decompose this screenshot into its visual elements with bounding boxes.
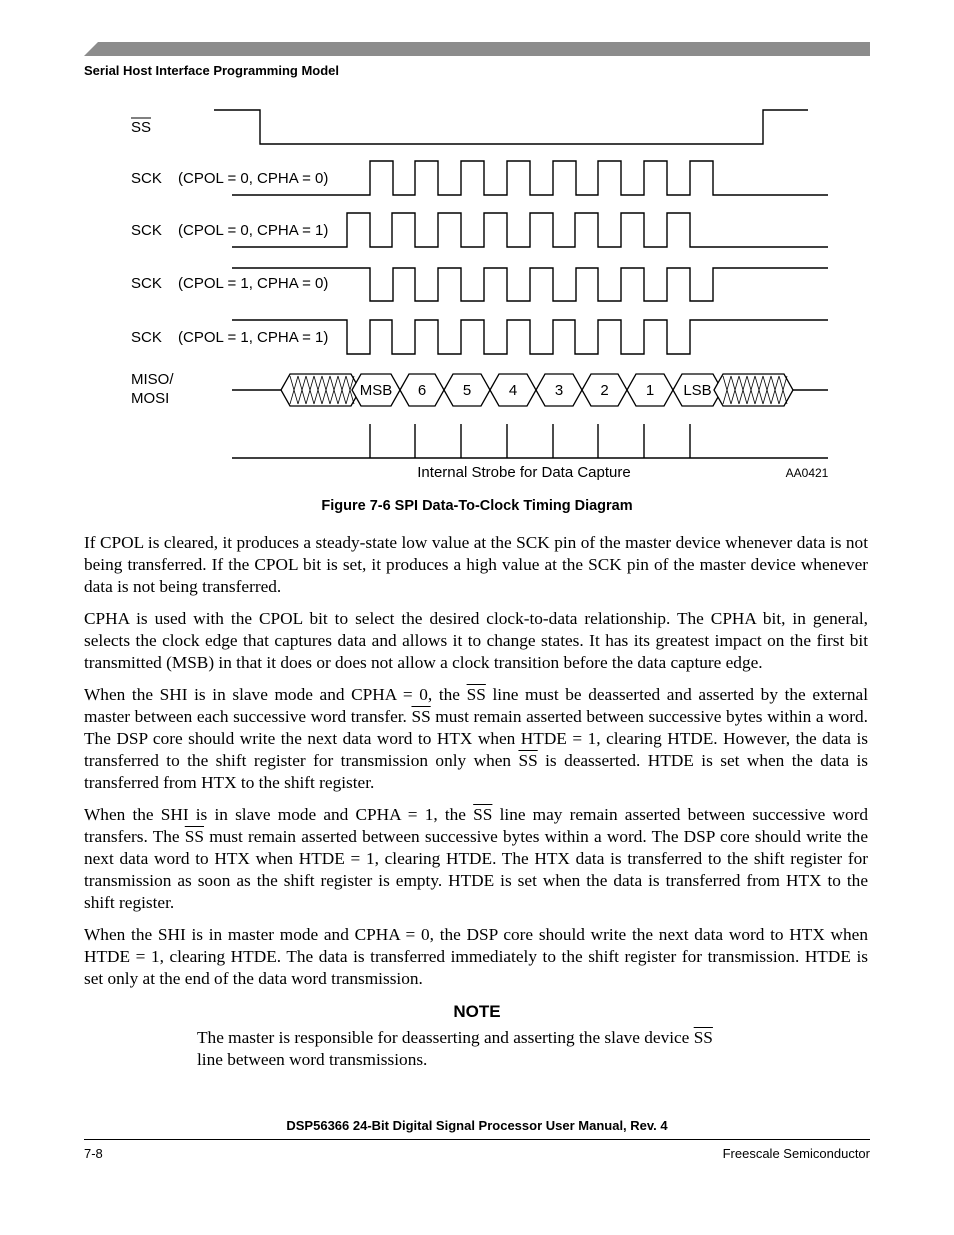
figure-id: AA0421 bbox=[785, 466, 829, 480]
bus-bit-label: MSB bbox=[359, 382, 393, 399]
company-name: Freescale Semiconductor bbox=[722, 1146, 870, 1161]
figure-caption: Figure 7-6 SPI Data-To-Clock Timing Diagram bbox=[321, 498, 633, 514]
sck-mode-label-01: (CPOL = 0, CPHA = 1) bbox=[178, 222, 329, 239]
strobe-label: Internal Strobe for Data Capture bbox=[417, 464, 631, 481]
sck-label-4: SCK bbox=[131, 329, 162, 346]
footer-manual-title: DSP56366 24-Bit Digital Signal Processor User Manual, Rev. 4 bbox=[286, 1118, 668, 1133]
bus-dont-care-left bbox=[281, 374, 360, 406]
ss-overline-text: $\overline{SS}$ bbox=[184, 827, 205, 846]
sck-mode-label-00: (CPOL = 0, CPHA = 0) bbox=[178, 170, 329, 187]
ss-label: SS bbox=[131, 119, 152, 136]
sck-label-1: SCK bbox=[131, 170, 162, 187]
bus-dont-care-right bbox=[714, 374, 793, 406]
mosi-label: MOSI bbox=[131, 390, 170, 407]
section-title: Serial Host Interface Programming Model bbox=[84, 63, 340, 78]
miso-mosi-bus bbox=[232, 374, 828, 406]
paragraph-cpol: If CPOL is cleared, it produces a steady-state low value at the SCK pin of the master device whenever data is not being transferred. If the CPOL bit is set, it produces a high value at the SCK pin of the master device whenever data is not being transferred. bbox=[84, 533, 868, 596]
bus-bit-label: LSB bbox=[683, 382, 712, 399]
bus-bit-label: 4 bbox=[508, 382, 518, 399]
sck-waveforms bbox=[232, 161, 828, 354]
bus-bit-label: 6 bbox=[417, 382, 427, 399]
sck-label-2: SCK bbox=[131, 222, 162, 239]
sck-mode-label-10: (CPOL = 1, CPHA = 0) bbox=[178, 275, 329, 292]
ss-overline-text: $\overline{SS}$ bbox=[411, 707, 431, 726]
ss-waveform bbox=[214, 110, 808, 144]
note-text: The master is responsible for deasserting and asserting the slave device $\overline{SS}$ line between word transmissions. bbox=[197, 1028, 713, 1069]
sck-label-3: SCK bbox=[131, 275, 162, 292]
bus-bit-label: 2 bbox=[600, 382, 609, 399]
bus-bit-label: 5 bbox=[462, 382, 472, 399]
page-number: 7-8 bbox=[84, 1146, 103, 1161]
paragraph-slave-cpha0: When the SHI is in slave mode and CPHA = 0, the $\overline{SS}$ line must be deasserted and asserted by the external master between each successive word transfer. $\overline{SS}$ must remain asserted between successive bytes within a word. The DSP core should write the next data word to HTX when HTDE = 1, clearing HTDE. However, the data is transferred to the shift register for transmission only when $\overline{SS}$ is deasserted. HTDE is set when the data is transferred from HTX to the shift register. bbox=[84, 685, 868, 792]
footer-rule bbox=[84, 1139, 870, 1140]
sck-mode-label-11: (CPOL = 1, CPHA = 1) bbox=[178, 329, 329, 346]
paragraph-master-cpha0: When the SHI is in master mode and CPHA = 0, the DSP core should write the next data word to HTX when HTDE = 1, clearing HTDE. The data is transferred immediately to the shift register for transmission. HTDE is set only at the end of the data word transmission. bbox=[84, 925, 868, 988]
miso-label: MISO/ bbox=[131, 371, 174, 388]
ss-overline-text: $\overline{SS}$ bbox=[473, 805, 493, 824]
ss-overline-text: $\overline{SS}$ bbox=[518, 751, 538, 770]
strobe-markers bbox=[370, 424, 690, 458]
paragraph-slave-cpha1: When the SHI is in slave mode and CPHA = 1, the $\overline{SS}$ line may remain asserted between successive word transfers. The $\overline{SS}$ must remain asserted between successive bytes within a word. The DSP core should write the next data word to HTX when HTDE = 1, clearing HTDE. The HTX data is transferred to the shift register for transmission as soon as the shift register is empty. HTDE is set when the data is transferred from HTX to the shift register. bbox=[84, 805, 868, 912]
bus-bit-label: 3 bbox=[554, 382, 564, 399]
paragraph-cpha: CPHA is used with the CPOL bit to select the desired clock-to-data relationship. The CPHA bit, in general, selects the clock edge that captures data and allows it to change states. It has its greatest impact on the first bit transmitted (MSB) in that it does or does not allow a clock transition before the data capture edge. bbox=[84, 609, 868, 672]
timing-diagram bbox=[0, 95, 954, 490]
ss-overline-text: $\overline{SS}$ bbox=[693, 1028, 713, 1047]
bus-bit-label: 1 bbox=[645, 382, 655, 399]
header-bar bbox=[84, 42, 870, 56]
ss-overline-text: $\overline{SS}$ bbox=[466, 685, 486, 704]
note-title: NOTE bbox=[453, 1002, 501, 1021]
